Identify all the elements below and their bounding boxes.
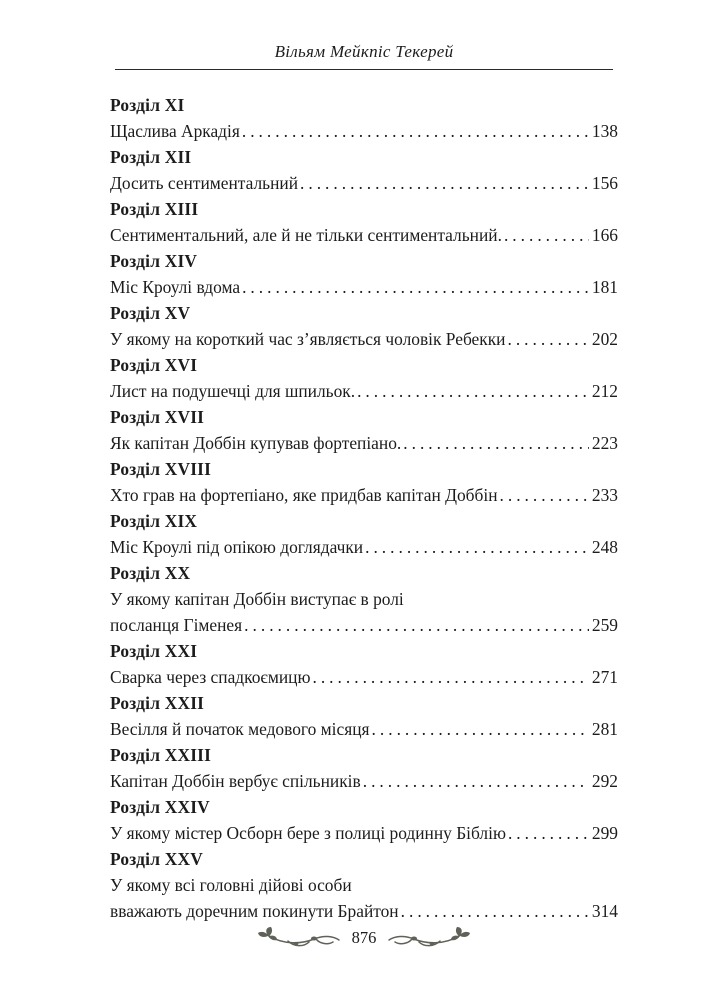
toc-title-text: У якому всі головні дійові особи [110,875,352,896]
toc-title-text: Сварка через спадкоємицю [110,667,311,688]
toc-title-line [110,222,618,248]
toc-title-text: Досить сентиментальний [110,173,299,194]
toc-title-line [110,430,618,456]
toc-title-line [110,898,618,924]
page-footer [0,926,728,950]
footer-ornament-left-icon [256,926,342,950]
toc-entry [110,742,618,794]
toc-title-text: Щаслива Аркадія [110,121,240,142]
toc-page-number: 314 [591,901,618,922]
toc-page-number: 166 [591,225,618,246]
toc-chapter-label: Розділ XXIV [110,797,210,818]
toc-chapter-label: Розділ XXIII [110,745,212,766]
toc-entry [110,560,618,638]
toc-entry [110,508,618,560]
toc-title-text: У якому на короткий час з’являється чоловік Ребекки [110,329,506,350]
toc-page-number: 299 [591,823,618,844]
toc-title-text: У якому містер Осборн бере з полиці родинну Біблію [110,823,506,844]
toc-entry [110,300,618,352]
dot-leader [300,170,589,196]
toc-entry [110,248,618,300]
toc-title-text: Хто грав на фортепіано, яке придбав капітан Доббін [110,485,498,506]
dot-leader [504,222,589,248]
toc-chapter-label: Розділ XXV [110,849,203,870]
toc-title-line [110,326,618,352]
toc-page-number: 156 [591,173,618,194]
toc-page-number: 233 [591,485,618,506]
toc-page-number: 292 [591,771,618,792]
toc-title-line [110,378,618,404]
dot-leader [401,898,589,924]
toc-entry [110,456,618,508]
toc-title-text: Сентиментальний, але й не тільки сентиментальний. [110,225,502,246]
toc-title-line [110,820,618,846]
table-of-contents [110,92,618,924]
toc-chapter-label: Розділ XII [110,147,192,168]
toc-title-text: Як капітан Доббін купував фортепіано. [110,433,402,454]
toc-title-text: Лист на подушечці для шпильок. [110,381,356,402]
page-number: 876 [351,927,377,947]
toc-page-number: 138 [591,121,618,142]
toc-title-line [110,170,618,196]
toc-entry [110,144,618,196]
toc-entry [110,638,618,690]
toc-title-line [110,118,618,144]
toc-page-number: 202 [591,329,618,350]
toc-chapter-label: Розділ XXI [110,641,198,662]
toc-chapter-label: Розділ XI [110,95,185,116]
toc-entry [110,404,618,456]
toc-page-number: 259 [591,615,618,636]
toc-entry [110,352,618,404]
toc-chapter-label: Розділ XV [110,303,191,324]
dot-leader [242,118,589,144]
toc-title-line [110,534,618,560]
toc-chapter-label: Розділ XVIII [110,459,212,480]
toc-entry [110,690,618,742]
toc-page-number: 271 [591,667,618,688]
toc-chapter-label: Розділ XIV [110,251,198,272]
toc-title-text: посланця Гіменея [110,615,243,636]
toc-title-line [110,664,618,690]
toc-title-text: Весілля й початок медового місяця [110,719,370,740]
dot-leader [403,430,589,456]
dot-leader [500,482,589,508]
toc-chapter-label: Розділ XX [110,563,191,584]
toc-page-number: 223 [591,433,618,454]
toc-title-line [110,482,618,508]
toc-entry [110,846,618,924]
toc-entry [110,196,618,248]
toc-title-text: Міс Кроулі під опікою доглядачки [110,537,364,558]
toc-title-text: У якому капітан Доббін виступає в ролі [110,589,404,610]
toc-page-number: 181 [591,277,618,298]
dot-leader [363,768,589,794]
dot-leader [312,664,588,690]
dot-leader [372,716,589,742]
toc-title-line [110,586,618,612]
toc-entry [110,794,618,846]
toc-chapter-label: Розділ XVII [110,407,205,428]
toc-title-line [110,274,618,300]
toc-chapter-label: Розділ XIX [110,511,198,532]
dot-leader [357,378,589,404]
toc-title-text: вважають доречним покинути Брайтон [110,901,399,922]
toc-title-text: Міс Кроулі вдома [110,277,241,298]
toc-title-line [110,768,618,794]
toc-title-text: Капітан Доббін вербує спільників [110,771,361,792]
dot-leader [242,274,589,300]
toc-page-number: 248 [591,537,618,558]
dot-leader [365,534,589,560]
toc-page-number: 281 [591,719,618,740]
toc-entry [110,92,618,144]
dot-leader [508,820,589,846]
header-rule [115,69,613,70]
toc-title-line [110,872,618,898]
dot-leader [244,612,589,638]
toc-chapter-label: Розділ XXII [110,693,205,714]
toc-title-line [110,612,618,638]
toc-page-number: 212 [591,381,618,402]
footer-ornament-right-icon [386,926,472,950]
dot-leader [507,326,588,352]
toc-chapter-label: Розділ XVI [110,355,198,376]
toc-chapter-label: Розділ XIII [110,199,199,220]
toc-title-line [110,716,618,742]
running-header-author: Вільям Мейкпіс Текерей [274,42,454,61]
